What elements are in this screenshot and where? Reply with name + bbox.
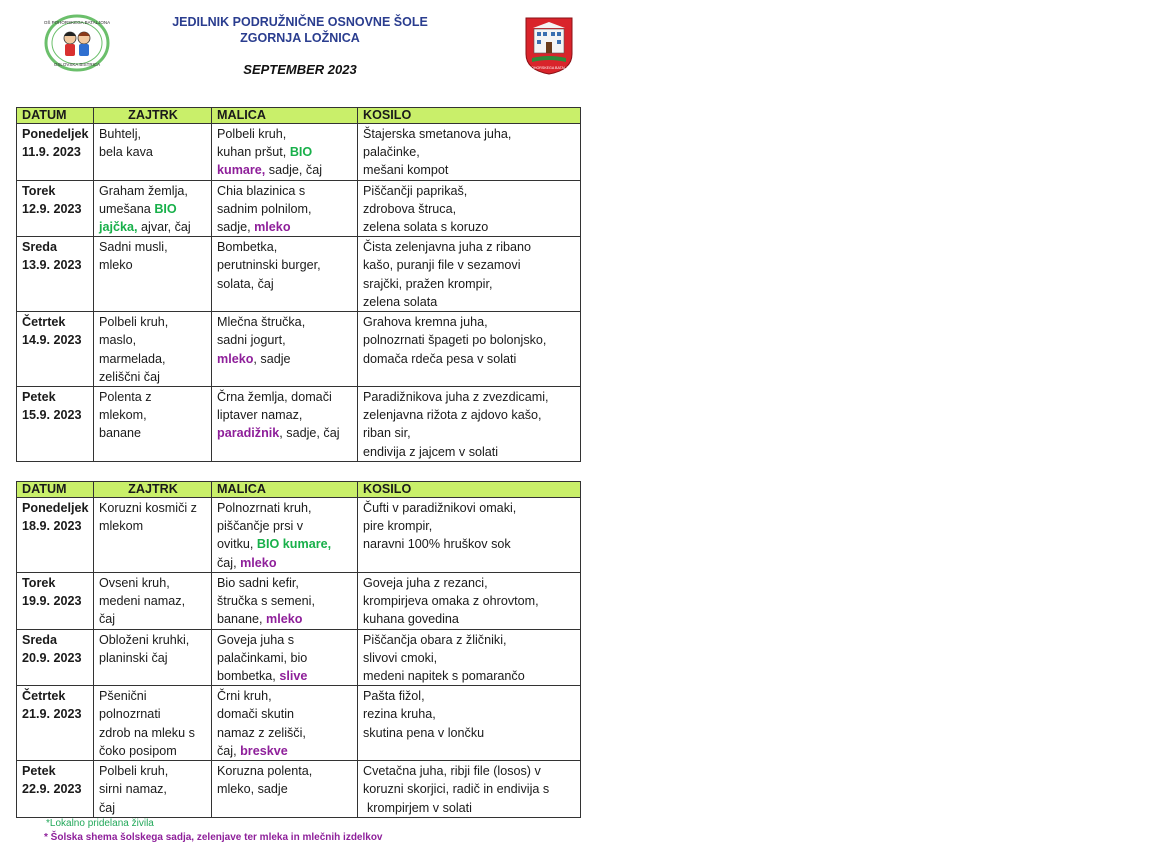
table-row — [17, 498, 581, 573]
malica-cell: Polnozrnati kruh, piščančje prsi v ovitku, BIO kumare, čaj, mleko — [212, 498, 358, 573]
zajtrk-cell: Buhtelj, bela kava — [94, 124, 212, 181]
title-line-1: JEDILNIK PODRUŽNIČNE OSNOVNE ŠOLE — [172, 15, 428, 29]
malica-cell: Koruzna polenta, mleko, sadje — [212, 761, 358, 818]
month-title: SEPTEMBER 2023 — [243, 62, 357, 77]
malica-cell: Mlečna štručka, sadni jogurt, mleko, sadje — [212, 312, 358, 387]
malica-cell: Chia blazinica s sadnim polnilom, sadje, mleko — [212, 180, 358, 237]
note-school-scheme: * Šolska shema šolskega sadja, zelenjave ter mleka in mlečnih izdelkov — [44, 832, 383, 843]
kosilo-cell: Štajerska smetanova juha, palačinke, mešani kompot — [358, 124, 581, 181]
logo-left-subtext: OSLOVSKA BISTRICA — [53, 62, 101, 67]
table-row — [17, 312, 581, 387]
zajtrk-cell: Sadni musli, mleko — [94, 237, 212, 312]
col-zajtrk: ZAJTRK — [94, 482, 212, 498]
zajtrk-cell: Polbeli kruh, sirni namaz, čaj — [94, 761, 212, 818]
col-kosilo: KOSILO — [358, 108, 581, 124]
zajtrk-cell: Pšenični polnozrnati zdrob na mleku s čoko posipom — [94, 686, 212, 761]
day-cell: Sreda 20.9. 2023 — [17, 629, 94, 686]
day-cell: Torek 19.9. 2023 — [17, 573, 94, 630]
day-cell: Torek 12.9. 2023 — [17, 180, 94, 237]
kosilo-cell: Paradižnikova juha z zvezdicami, zelenjavna rižota z ajdovo kašo, riban sir, endivija z jajcem v solati — [358, 387, 581, 462]
title-line-2: ZGORNJA LOŽNICA — [240, 31, 360, 45]
zajtrk-cell: Graham žemlja, umešana BIO jajčka, ajvar, čaj — [94, 180, 212, 237]
table-row — [17, 686, 581, 761]
zajtrk-cell: Ovseni kruh, medeni namaz, čaj — [94, 573, 212, 630]
table-row — [17, 387, 581, 462]
kosilo-cell: Grahova kremna juha, polnozrnati špageti po bolonjsko, domača rdeča pesa v solati — [358, 312, 581, 387]
col-malica: MALICA — [212, 108, 358, 124]
kosilo-cell: Cvetačna juha, ribji file (losos) v koruzni skorjici, radič in endivija s krompirjem v solati — [358, 761, 581, 818]
menu-table-week1 — [16, 107, 581, 462]
kosilo-cell: Pašta fižol, rezina kruha, skutina pena v lončku — [358, 686, 581, 761]
table-row — [17, 629, 581, 686]
table-row — [17, 124, 581, 181]
zajtrk-cell: Polbeli kruh, maslo, marmelada, zeliščni čaj — [94, 312, 212, 387]
day-cell: Četrtek 14.9. 2023 — [17, 312, 94, 387]
day-cell: Sreda 13.9. 2023 — [17, 237, 94, 312]
menu-table-week2 — [16, 481, 581, 818]
col-malica: MALICA — [212, 482, 358, 498]
malica-cell: Polbeli kruh, kuhan pršut, BIO kumare, sadje, čaj — [212, 124, 358, 181]
note-local-produce: *Lokalno pridelana živila — [46, 818, 154, 829]
malica-cell: Črna žemlja, domači liptaver namaz, paradižnik, sadje, čaj — [212, 387, 358, 462]
day-cell: Četrtek 21.9. 2023 — [17, 686, 94, 761]
day-cell: Petek 15.9. 2023 — [17, 387, 94, 462]
kosilo-cell: Čufti v paradižnikovi omaki, pire krompir, naravni 100% hruškov sok — [358, 498, 581, 573]
table-row — [17, 180, 581, 237]
kosilo-cell: Goveja juha z rezanci, krompirjeva omaka z ohrovtom, kuhana govedina — [358, 573, 581, 630]
logo-left-text: OŠ POHORSKEGA BATALJONA — [44, 20, 110, 25]
logo-right-text: OŠ POHORSKEGA BATALJONA — [523, 66, 575, 70]
school-logo-left — [44, 14, 110, 77]
table-row — [17, 761, 581, 818]
col-datum: DATUM — [17, 108, 94, 124]
kosilo-cell: Čista zelenjavna juha z ribano kašo, puranji file v sezamovi srajčki, pražen krompir, zelena solata — [358, 237, 581, 312]
table-row — [17, 237, 581, 312]
zajtrk-cell: Polenta z mlekom, banane — [94, 387, 212, 462]
table-header-row — [17, 482, 581, 498]
day-cell: Ponedeljek 18.9. 2023 — [17, 498, 94, 573]
malica-cell: Bombetka, perutninski burger, solata, čaj — [212, 237, 358, 312]
school-logo-right — [523, 14, 575, 81]
day-cell: Ponedeljek 11.9. 2023 — [17, 124, 94, 181]
table-row — [17, 573, 581, 630]
col-zajtrk: ZAJTRK — [94, 108, 212, 124]
kosilo-cell: Piščančja obara z žličniki, slivovi cmoki, medeni napitek s pomarančo — [358, 629, 581, 686]
table-header-row — [17, 108, 581, 124]
kosilo-cell: Piščančji paprikaš, zdrobova štruca, zelena solata s koruzo — [358, 180, 581, 237]
malica-cell: Bio sadni kefir, štručka s semeni, banane, mleko — [212, 573, 358, 630]
day-cell: Petek 22.9. 2023 — [17, 761, 94, 818]
col-kosilo: KOSILO — [358, 482, 581, 498]
zajtrk-cell: Obloženi kruhki, planinski čaj — [94, 629, 212, 686]
col-datum: DATUM — [17, 482, 94, 498]
zajtrk-cell: Koruzni kosmiči z mlekom — [94, 498, 212, 573]
page-title — [150, 14, 450, 46]
malica-cell: Goveja juha s palačinkami, bio bombetka, slive — [212, 629, 358, 686]
malica-cell: Črni kruh, domači skutin namaz z zelišči, čaj, breskve — [212, 686, 358, 761]
